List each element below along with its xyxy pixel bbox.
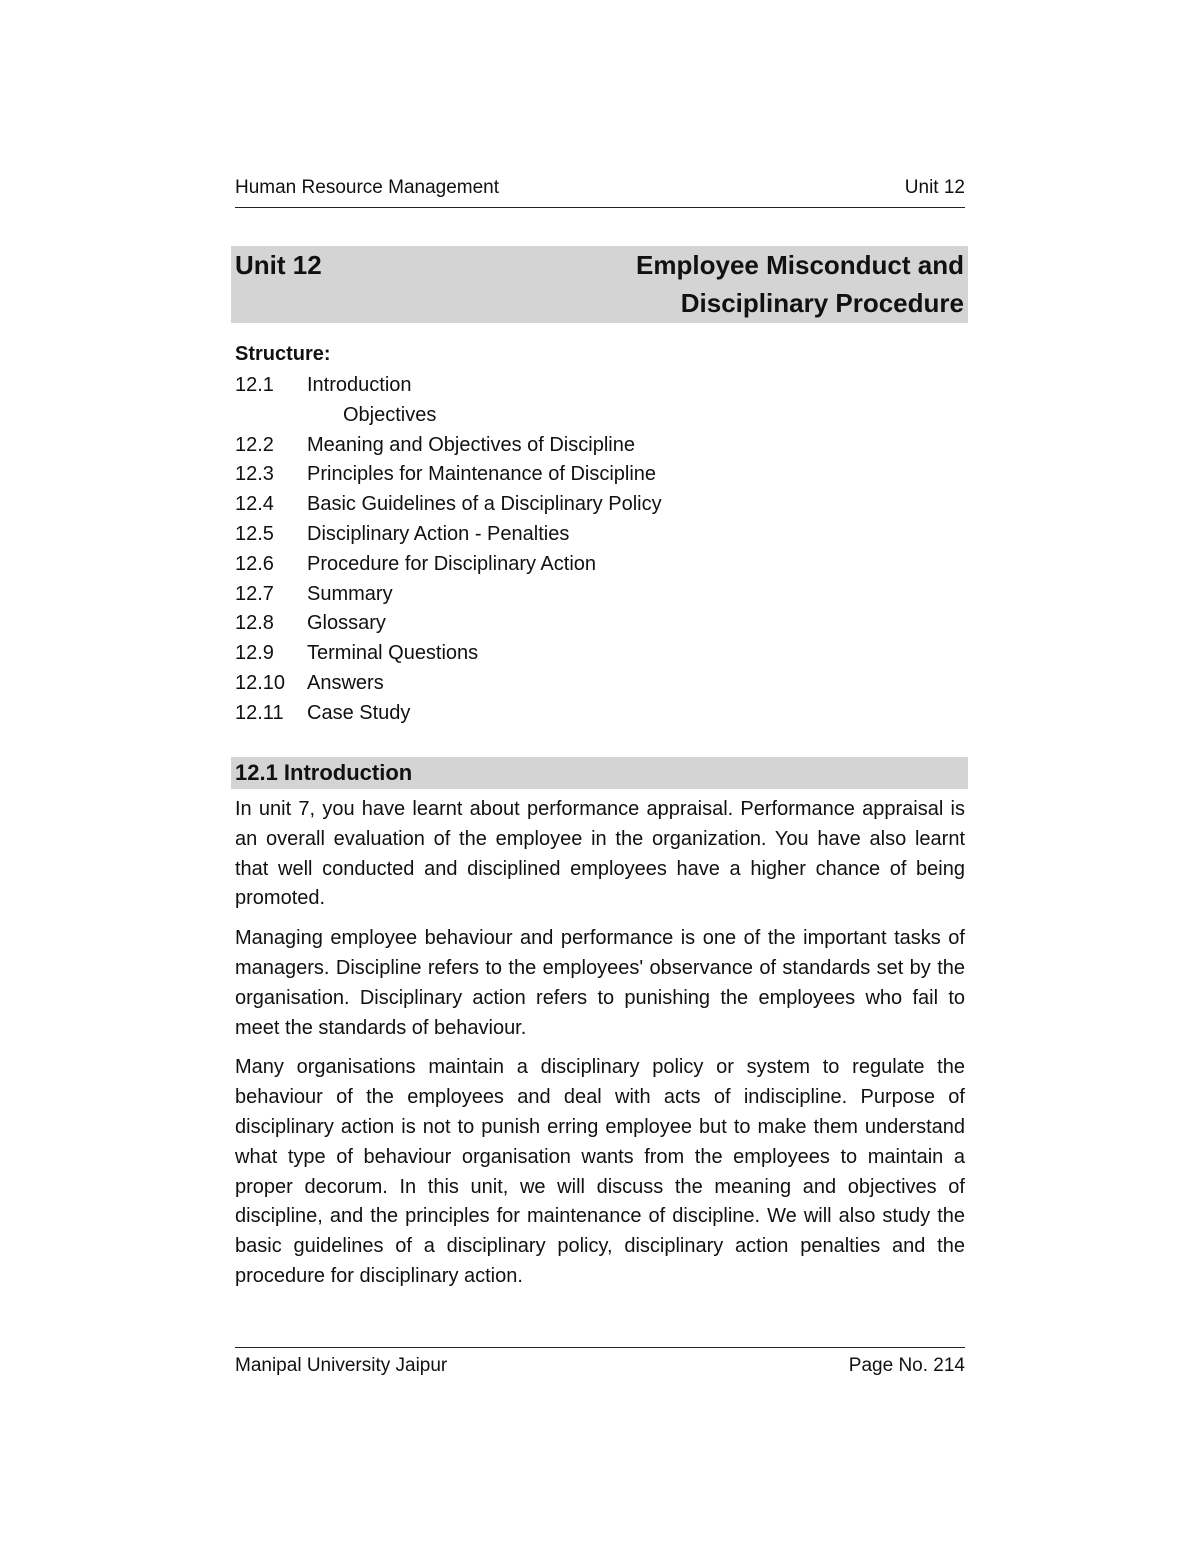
- section-heading: 12.1 Introduction: [235, 760, 413, 785]
- toc-item: [235, 550, 965, 580]
- structure-heading: Structure:: [235, 343, 331, 365]
- page-footer: [235, 1354, 965, 1378]
- section-body: [235, 795, 965, 1302]
- toc-number: 12.2: [235, 433, 274, 456]
- paragraph: Managing employee behaviour and performance is one of the important tasks of managers. Discipline refers to the employees' observance of standards set by the organisation. Disciplinary action refers to punishing the employees who fail to meet the standards of behaviour.: [235, 927, 965, 1039]
- toc-item: [235, 699, 965, 729]
- toc-label: Disciplinary Action - Penalties: [307, 522, 570, 545]
- toc-item: [235, 460, 965, 490]
- toc-label: Answers: [307, 671, 384, 694]
- toc-number: [235, 401, 307, 431]
- toc-number: 12.5: [235, 522, 274, 545]
- toc-number: 12.6: [235, 552, 274, 575]
- header-rule: [235, 207, 965, 208]
- unit-label: Unit 12: [235, 250, 322, 280]
- page-header: [235, 176, 965, 200]
- footer-university: Manipal University Jaipur: [235, 1355, 448, 1376]
- toc-number: 12.1: [235, 374, 274, 396]
- toc-item: [235, 669, 965, 699]
- toc-label: Introduction: [307, 374, 412, 396]
- header-book-title: Human Resource Management: [235, 177, 500, 198]
- paragraph: Many organisations maintain a disciplinary policy or system to regulate the behaviour of the employees and deal with acts of indiscipline. Purpose of disciplinary action is not to punish erring employee but to make them understand what type of behaviour organisation wants from the employees to maintain a proper decorum. In this unit, we will discuss the meaning and objectives of discipline, and the principles for maintenance of discipline. We will also study the basic guidelines of a disciplinary policy, disciplinary action penalties and the procedure for disciplinary action.: [235, 1056, 965, 1287]
- toc-item: [235, 371, 965, 401]
- toc-item: [235, 520, 965, 550]
- toc-label: Glossary: [307, 612, 386, 635]
- toc-label: Meaning and Objectives of Discipline: [307, 433, 635, 456]
- toc-label: Basic Guidelines of a Disciplinary Policy: [307, 493, 662, 516]
- toc-item: [235, 431, 965, 461]
- toc-number: 12.11: [235, 701, 284, 724]
- toc-number: 12.4: [235, 493, 274, 516]
- toc-number: 12.3: [235, 463, 274, 486]
- toc-label: Principles for Maintenance of Discipline: [307, 463, 657, 486]
- structure-block: [235, 341, 965, 729]
- toc-item: [235, 609, 965, 639]
- header-unit: Unit 12: [904, 177, 965, 198]
- toc-label: Summary: [307, 582, 393, 605]
- toc-item: [235, 401, 965, 431]
- toc-number: 12.9: [235, 642, 274, 665]
- toc-item: [235, 490, 965, 520]
- footer-rule: [235, 1347, 965, 1348]
- toc-number: 12.10: [235, 671, 286, 694]
- toc-number: 12.8: [235, 612, 274, 635]
- toc-label: Case Study: [307, 701, 411, 724]
- toc-item: [235, 639, 965, 669]
- toc-number: 12.7: [235, 582, 274, 605]
- unit-title: Employee Misconduct and Disciplinary Procedure: [636, 250, 964, 318]
- toc-item: [235, 580, 965, 610]
- footer-page-number: Page No. 214: [848, 1355, 965, 1376]
- structure-list: [235, 371, 965, 729]
- toc-label: Procedure for Disciplinary Action: [307, 552, 597, 575]
- toc-label: Objectives: [343, 403, 437, 426]
- toc-label: Terminal Questions: [307, 642, 479, 665]
- paragraph: In unit 7, you have learnt about performance appraisal. Performance appraisal is an overall evaluation of the employee in the organization. You have also learnt that well conducted and disciplined employees have a higher chance of being promoted.: [235, 798, 965, 910]
